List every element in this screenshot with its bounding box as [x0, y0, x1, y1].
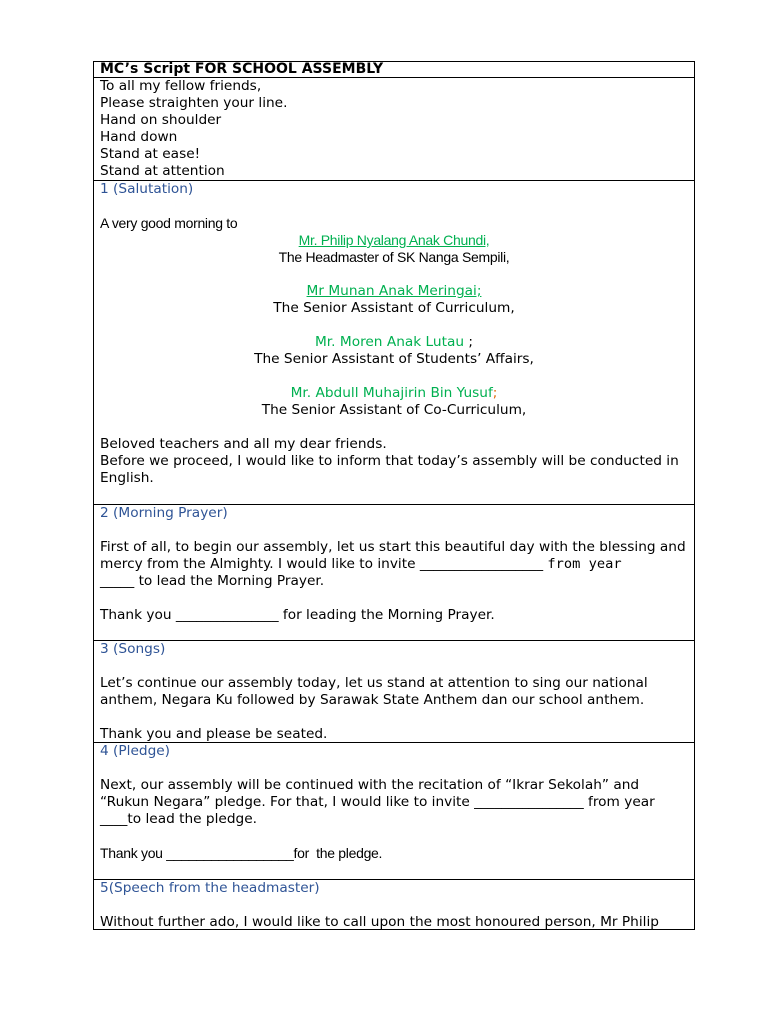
- paragraph-line: First of all, to begin our assembly, let us start this beautiful day with the blessing and: [100, 539, 686, 555]
- paragraph-line: Before we proceed, I would like to inform that today’s assembly will be conducted in: [100, 453, 679, 469]
- command-line: Stand at ease!: [100, 146, 201, 162]
- paragraph-line: _____ to lead the Morning Prayer.: [100, 573, 325, 589]
- thanks-line: Thank you _______________ for leading the Morning Prayer.: [100, 607, 495, 623]
- command-line: Please straighten your line.: [100, 95, 288, 111]
- section-heading: 2 (Morning Prayer): [100, 505, 228, 521]
- paragraph-line: English.: [100, 470, 154, 486]
- greeting-line: A very good morning to: [100, 215, 238, 231]
- command-line: Hand down: [100, 129, 178, 145]
- paragraph-line: ____to lead the pledge.: [100, 811, 257, 827]
- from-year-text: from year: [547, 556, 622, 572]
- guest-line: [100, 334, 688, 351]
- guest-name: Mr. Moren Anak Lutau: [315, 334, 465, 350]
- guest-punctuation: ;: [492, 385, 498, 401]
- morning-prayer-section: [94, 505, 694, 641]
- paragraph-line: Without further ado, I would like to call upon the most honoured person, Mr Philip: [100, 914, 659, 930]
- page-title: MC’s Script FOR SCHOOL ASSEMBLY: [100, 61, 384, 77]
- pledge-section: [94, 743, 694, 880]
- section-heading: 1 (Salutation): [100, 181, 194, 197]
- section-heading: 5(Speech from the headmaster): [100, 880, 320, 896]
- guest-position: The Senior Assistant of Curriculum,: [273, 300, 515, 316]
- paragraph-line: anthem, Negara Ku followed by Sarawak State Anthem dan our school anthem.: [100, 692, 645, 708]
- guest-position: The Headmaster of SK Nanga Sempili,: [278, 249, 510, 265]
- paragraph-line: Beloved teachers and all my dear friends.: [100, 436, 387, 452]
- command-line: To all my fellow friends,: [100, 78, 262, 94]
- guest-line: [100, 283, 688, 300]
- section-heading: 4 (Pledge): [100, 743, 171, 759]
- guest-name: Mr. Philip Nyalang Anak Chundi,: [298, 232, 490, 248]
- guest-position: The Senior Assistant of Students’ Affairs,: [254, 351, 534, 367]
- guest-punctuation: ;: [464, 334, 473, 350]
- songs-section: [94, 641, 694, 743]
- guest-line: [100, 232, 688, 249]
- title-row: [94, 62, 694, 78]
- command-line: Hand on shoulder: [100, 112, 222, 128]
- speech-section: [94, 880, 694, 930]
- guest-name: Mr Munan Anak Meringai;: [306, 283, 482, 299]
- paragraph-line: Let’s continue our assembly today, let us stand at attention to sing our national: [100, 675, 648, 691]
- intro-commands-row: [94, 78, 694, 181]
- paragraph-line: [100, 556, 688, 573]
- command-line: Stand at attention: [100, 163, 225, 179]
- guest-name: Mr. Abdull Muhajirin Bin Yusuf: [290, 385, 493, 401]
- mc-script-table: [93, 61, 695, 930]
- thanks-line: Thank you and please be seated.: [100, 726, 328, 742]
- paragraph-line: Next, our assembly will be continued with the recitation of “Ikrar Sekolah” and: [100, 777, 640, 793]
- guest-line: [100, 385, 688, 402]
- invite-text: mercy from the Almighty. I would like to invite __________________: [100, 556, 544, 572]
- guest-position: The Senior Assistant of Co-Curriculum,: [261, 402, 527, 418]
- thanks-line: Thank you _________________for the pledge.: [100, 845, 383, 861]
- salutation-section: [94, 181, 694, 505]
- section-heading: 3 (Songs): [100, 641, 166, 657]
- paragraph-line: “Rukun Negara” pledge. For that, I would like to invite ________________ from year: [100, 794, 655, 810]
